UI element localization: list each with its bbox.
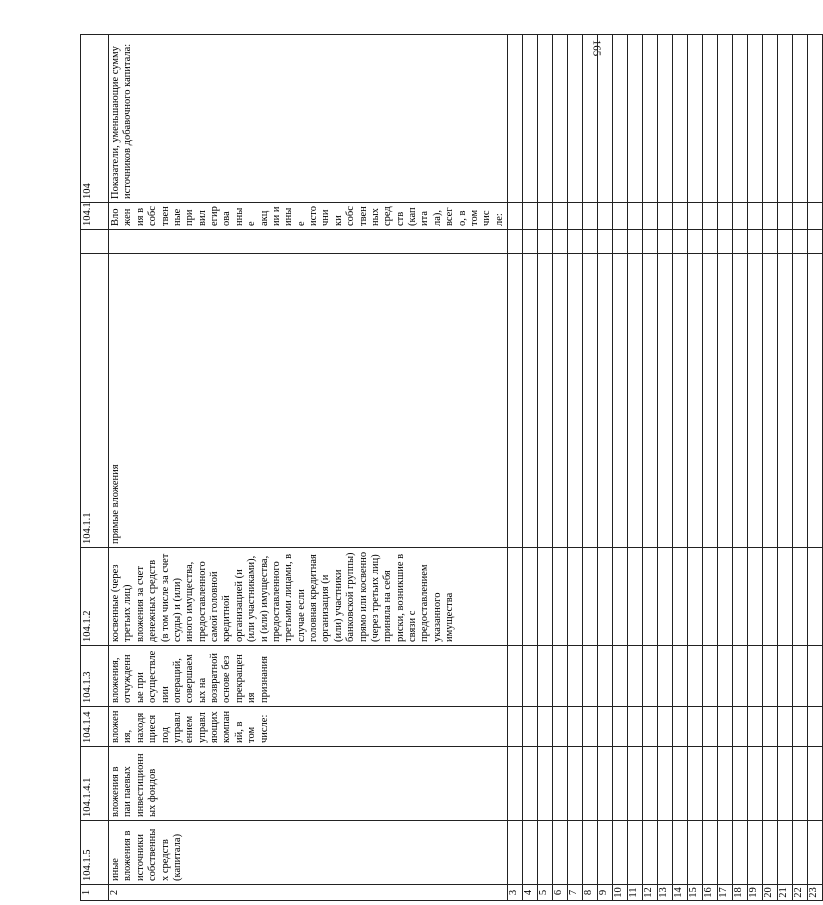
empty-cell	[673, 747, 688, 821]
empty-cell	[628, 747, 643, 821]
empty-cell	[688, 203, 703, 230]
empty-cell	[688, 646, 703, 707]
empty-cell	[613, 254, 628, 548]
empty-cell	[763, 35, 778, 203]
empty-cell	[628, 203, 643, 230]
empty-cell	[733, 35, 748, 203]
empty-cell	[658, 254, 673, 548]
empty-cell	[673, 203, 688, 230]
empty-cell	[613, 707, 628, 747]
empty-cell	[673, 230, 688, 254]
empty-cell	[613, 821, 628, 885]
empty-cell	[583, 707, 598, 747]
empty-cell	[508, 254, 523, 548]
empty-cell	[763, 254, 778, 548]
empty-cell	[523, 203, 538, 230]
column-number-12: 12	[643, 885, 658, 901]
empty-cell	[553, 821, 568, 885]
empty-cell	[613, 747, 628, 821]
empty-cell	[808, 646, 823, 707]
empty-cell	[703, 254, 718, 548]
empty-cell	[793, 203, 808, 230]
row-code: 104.1.4	[81, 707, 109, 747]
empty-cell	[763, 821, 778, 885]
empty-cell	[643, 707, 658, 747]
empty-cell	[643, 747, 658, 821]
empty-cell	[583, 203, 598, 230]
empty-cell	[778, 254, 793, 548]
empty-cell	[718, 35, 733, 203]
empty-cell	[568, 747, 583, 821]
empty-cell	[748, 230, 763, 254]
empty-cell	[778, 548, 793, 646]
empty-cell	[628, 230, 643, 254]
empty-cell	[778, 821, 793, 885]
empty-cell	[553, 203, 568, 230]
row-description: вложения, отчужденные при осуществлении операций, совершаемых на возвратной основе без прекращения признания	[109, 646, 508, 707]
empty-cell	[718, 254, 733, 548]
row-code: 104.1	[81, 203, 109, 230]
empty-cell	[583, 747, 598, 821]
column-number-21: 21	[778, 885, 793, 901]
row-description: косвенные (через третьих лиц) вложения за счет денежных средств (в том числе за счет ссуды) и (или) иного имущества, предоставленного самой головной кредитной организацией (и (или участниками), и (или) имущества, предоставленного третьими лицами, в случае если головная кредитная организация (и (или) участники банковской группы) прямо или косвенно (через третьих лиц) приняла на себя риски, возникшие в связи с предоставлением указанного имущества	[109, 548, 508, 646]
row-description: прямые вложения	[109, 254, 508, 548]
empty-cell	[703, 821, 718, 885]
empty-cell	[583, 548, 598, 646]
empty-cell	[523, 646, 538, 707]
empty-cell	[688, 548, 703, 646]
empty-cell	[763, 747, 778, 821]
empty-cell	[523, 707, 538, 747]
empty-cell	[523, 230, 538, 254]
column-number-22: 22	[793, 885, 808, 901]
empty-cell	[748, 747, 763, 821]
empty-cell	[808, 203, 823, 230]
row-code: 104	[81, 35, 109, 203]
empty-cell	[793, 646, 808, 707]
empty-cell	[793, 230, 808, 254]
empty-cell	[763, 230, 778, 254]
empty-cell	[658, 230, 673, 254]
empty-cell	[688, 707, 703, 747]
column-number-6: 6	[553, 885, 568, 901]
column-number-3: 3	[508, 885, 523, 901]
empty-cell	[508, 35, 523, 203]
empty-cell	[778, 707, 793, 747]
empty-cell	[808, 548, 823, 646]
empty-cell	[718, 821, 733, 885]
empty-cell	[718, 548, 733, 646]
empty-cell	[673, 35, 688, 203]
empty-cell	[718, 707, 733, 747]
empty-cell	[598, 707, 613, 747]
empty-cell	[553, 254, 568, 548]
empty-cell	[793, 821, 808, 885]
column-number-1: 1	[81, 885, 109, 901]
empty-cell	[628, 646, 643, 707]
column-number-16: 16	[703, 885, 718, 901]
empty-cell	[598, 747, 613, 821]
column-number-11: 11	[628, 885, 643, 901]
empty-cell	[508, 548, 523, 646]
empty-cell	[658, 203, 673, 230]
empty-cell	[613, 646, 628, 707]
empty-cell	[583, 230, 598, 254]
empty-cell	[553, 35, 568, 203]
empty-cell	[718, 203, 733, 230]
empty-cell	[643, 548, 658, 646]
row-description	[109, 230, 508, 254]
empty-cell	[568, 646, 583, 707]
column-number-20: 20	[763, 885, 778, 901]
empty-cell	[748, 646, 763, 707]
empty-cell	[673, 646, 688, 707]
empty-cell	[763, 548, 778, 646]
empty-cell	[568, 821, 583, 885]
empty-cell	[718, 230, 733, 254]
empty-cell	[538, 254, 553, 548]
empty-cell	[598, 254, 613, 548]
column-number-13: 13	[658, 885, 673, 901]
empty-cell	[733, 707, 748, 747]
row-description: иные вложения в источники собственных средств (капитала)	[109, 821, 508, 885]
empty-cell	[598, 230, 613, 254]
empty-cell	[688, 747, 703, 821]
column-number-10: 10	[613, 885, 628, 901]
empty-cell	[538, 707, 553, 747]
empty-cell	[643, 821, 658, 885]
empty-cell	[658, 35, 673, 203]
empty-cell	[733, 821, 748, 885]
empty-cell	[613, 548, 628, 646]
empty-cell	[658, 707, 673, 747]
empty-cell	[538, 230, 553, 254]
empty-cell	[658, 747, 673, 821]
empty-cell	[763, 646, 778, 707]
empty-cell	[553, 646, 568, 707]
page-number: 165	[590, 39, 603, 57]
empty-cell	[643, 203, 658, 230]
empty-cell	[598, 548, 613, 646]
empty-cell	[673, 548, 688, 646]
empty-cell	[808, 254, 823, 548]
empty-cell	[553, 747, 568, 821]
empty-cell	[703, 646, 718, 707]
empty-cell	[538, 747, 553, 821]
empty-cell	[568, 203, 583, 230]
empty-cell	[748, 821, 763, 885]
empty-cell	[523, 35, 538, 203]
empty-cell	[748, 203, 763, 230]
empty-cell	[658, 646, 673, 707]
empty-cell	[808, 230, 823, 254]
empty-cell	[628, 548, 643, 646]
empty-cell	[703, 230, 718, 254]
row-code	[81, 230, 109, 254]
empty-cell	[793, 707, 808, 747]
empty-cell	[553, 707, 568, 747]
empty-cell	[628, 254, 643, 548]
empty-cell	[703, 35, 718, 203]
empty-cell	[598, 821, 613, 885]
empty-cell	[523, 254, 538, 548]
empty-cell	[613, 203, 628, 230]
empty-cell	[598, 646, 613, 707]
row-code: 104.1.5	[81, 821, 109, 885]
empty-cell	[628, 707, 643, 747]
empty-cell	[568, 35, 583, 203]
empty-cell	[673, 254, 688, 548]
empty-cell	[778, 35, 793, 203]
empty-cell	[733, 747, 748, 821]
empty-cell	[628, 35, 643, 203]
empty-cell	[568, 230, 583, 254]
empty-cell	[568, 254, 583, 548]
empty-cell	[538, 821, 553, 885]
empty-cell	[538, 35, 553, 203]
empty-cell	[628, 821, 643, 885]
empty-cell	[718, 747, 733, 821]
form-table	[80, 34, 823, 901]
empty-cell	[553, 230, 568, 254]
column-number-14: 14	[673, 885, 688, 901]
empty-cell	[748, 35, 763, 203]
empty-cell	[568, 707, 583, 747]
empty-cell	[598, 203, 613, 230]
empty-cell	[808, 35, 823, 203]
row-code: 104.1.4.1	[81, 747, 109, 821]
empty-cell	[643, 230, 658, 254]
empty-cell	[793, 747, 808, 821]
empty-cell	[583, 646, 598, 707]
empty-cell	[523, 747, 538, 821]
row-code: 104.1.3	[81, 646, 109, 707]
empty-cell	[508, 230, 523, 254]
empty-cell	[523, 821, 538, 885]
column-number-5: 5	[538, 885, 553, 901]
column-number-15: 15	[688, 885, 703, 901]
empty-cell	[508, 747, 523, 821]
empty-cell	[703, 203, 718, 230]
empty-cell	[643, 646, 658, 707]
empty-cell	[778, 203, 793, 230]
empty-cell	[553, 548, 568, 646]
empty-cell	[688, 230, 703, 254]
row-code: 104.1.1	[81, 254, 109, 548]
column-number-9: 9	[598, 885, 613, 901]
empty-cell	[673, 707, 688, 747]
empty-cell	[703, 707, 718, 747]
empty-cell	[508, 646, 523, 707]
empty-cell	[733, 203, 748, 230]
row-description: вложения, находящиеся под управлением управляющих компаний, в том числе:	[109, 707, 508, 747]
empty-cell	[748, 254, 763, 548]
column-number-8: 8	[583, 885, 598, 901]
empty-cell	[658, 548, 673, 646]
empty-cell	[538, 203, 553, 230]
empty-cell	[643, 254, 658, 548]
column-number-17: 17	[718, 885, 733, 901]
empty-cell	[733, 254, 748, 548]
empty-cell	[658, 821, 673, 885]
empty-cell	[598, 35, 613, 203]
empty-cell	[763, 203, 778, 230]
empty-cell	[613, 230, 628, 254]
empty-cell	[673, 821, 688, 885]
column-number-7: 7	[568, 885, 583, 901]
empty-cell	[583, 35, 598, 203]
empty-cell	[733, 548, 748, 646]
column-number-19: 19	[748, 885, 763, 901]
empty-cell	[523, 548, 538, 646]
empty-cell	[703, 747, 718, 821]
empty-cell	[733, 646, 748, 707]
row-description: вложения в паи паевых инвестиционных фондов	[109, 747, 508, 821]
empty-cell	[778, 747, 793, 821]
empty-cell	[613, 35, 628, 203]
empty-cell	[763, 707, 778, 747]
column-number-2: 2	[109, 885, 508, 901]
empty-cell	[718, 646, 733, 707]
empty-cell	[703, 548, 718, 646]
empty-cell	[793, 548, 808, 646]
column-number-23: 23	[808, 885, 823, 901]
column-number-4: 4	[523, 885, 538, 901]
empty-cell	[538, 646, 553, 707]
empty-cell	[778, 230, 793, 254]
empty-cell	[778, 646, 793, 707]
column-number-18: 18	[733, 885, 748, 901]
empty-cell	[508, 707, 523, 747]
empty-cell	[808, 707, 823, 747]
empty-cell	[748, 548, 763, 646]
empty-cell	[808, 821, 823, 885]
empty-cell	[583, 254, 598, 548]
row-description: Показатели, уменьшающие сумму источников добавочного капитала:	[109, 35, 508, 203]
empty-cell	[688, 35, 703, 203]
empty-cell	[538, 548, 553, 646]
row-code: 104.1.2	[81, 548, 109, 646]
empty-cell	[733, 230, 748, 254]
empty-cell	[688, 821, 703, 885]
empty-cell	[808, 747, 823, 821]
empty-cell	[643, 35, 658, 203]
empty-cell	[508, 821, 523, 885]
empty-cell	[793, 254, 808, 548]
empty-cell	[793, 35, 808, 203]
empty-cell	[583, 821, 598, 885]
empty-cell	[748, 707, 763, 747]
row-description: Вложения в собственные привилегированные акции и иные источники собственных средств (капитала), всего, в том числе:	[109, 203, 508, 230]
empty-cell	[508, 203, 523, 230]
empty-cell	[688, 254, 703, 548]
empty-cell	[568, 548, 583, 646]
